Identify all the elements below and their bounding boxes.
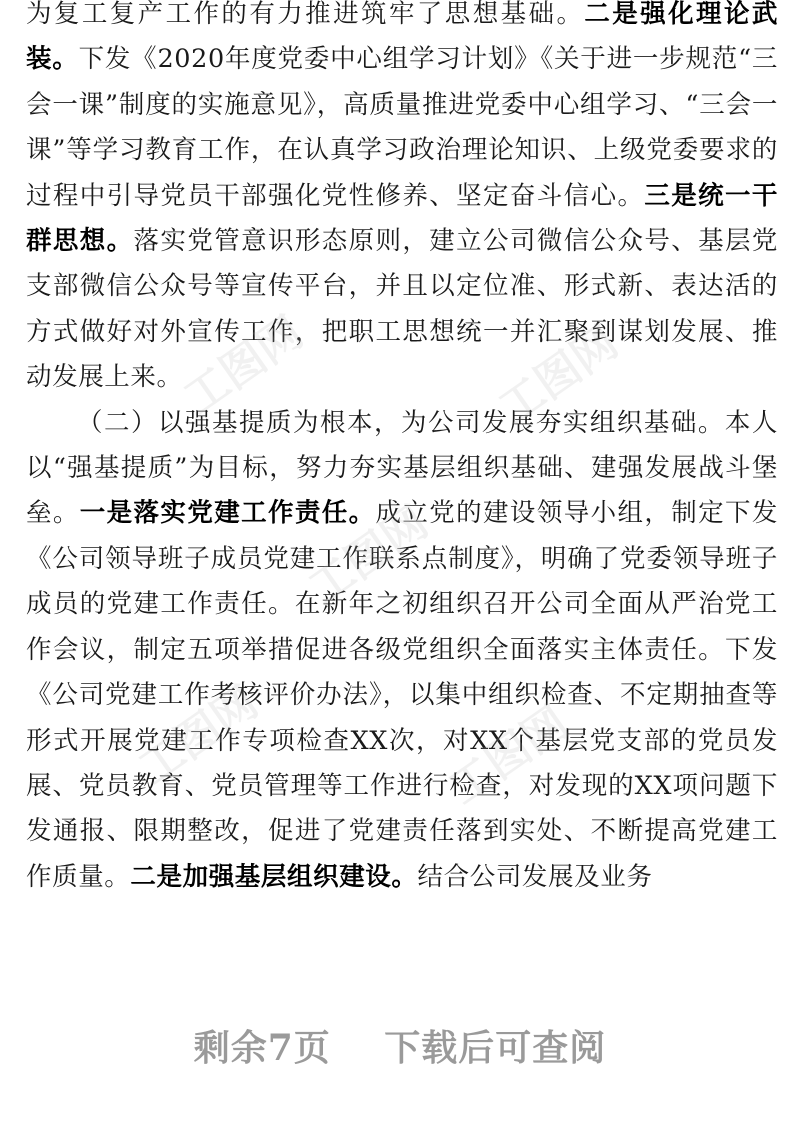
text-segment: 下发《2020年度党委中心组学习计划》《关于进一步规范“三会一课”制度的实施意见》，高质量推进党委中心组学习、“三会一课”等学习教育工作，在认真学习政治理论知识、上级党委要求的过程中引导党员干部强化党性修养、坚定奋斗信心。 (26, 44, 778, 211)
watermark: 工图网 (174, 306, 313, 425)
bold-heading: 一是落实党建工作责任。 (79, 498, 376, 529)
bold-heading: 二是加强基层组织建设。 (130, 861, 418, 892)
download-prompt-banner[interactable] (0, 1020, 800, 1080)
remaining-pages-text: 剩余7页 (193, 1027, 331, 1069)
download-to-view-text: 下载后可查阅 (384, 1027, 607, 1069)
paragraph-ideology (26, 0, 778, 401)
watermark: 工图网 (129, 676, 268, 795)
section-heading: （二）以强基提质为根本，为公司发展夯实组织基础。本人以“强基提质”为目标，努力夯实基层组织基础、建强发展战斗堡垒。 (26, 407, 778, 529)
text-segment: 落实党管意识形态原则，建立公司微信公众号、基层党支部微信公众号等宣传平台，并且以定位准、形式新、表达活的方式做好对外宣传工作，把职工思想统一并汇聚到谋划发展、推动发展上来。 (26, 226, 778, 393)
document-body (26, 0, 778, 900)
watermark: 工图网 (489, 316, 628, 435)
bold-heading: 二是强化理论武装。 (26, 0, 778, 75)
watermark: 工图网 (299, 496, 438, 615)
bold-heading: 三是统一干群思想。 (26, 180, 778, 257)
text-segment: 为复工复产工作的有力推进筑牢了思想基础。 (26, 0, 585, 29)
watermark: 工图网 (439, 696, 578, 815)
paragraph-organization (26, 401, 778, 900)
text-segment: 成立党的建设领导小组，制定下发《公司领导班子成员党建工作联系点制度》，明确了党委领导班子成员的党建工作责任。在新年之初组织召开公司全面从严治党工作会议，制定五项举措促进各级党组织全面落实主体责任。下发《公司党建工作考核评价办法》，以集中组织检查、不定期抽查等形式开展党建工作专项检查XX次，对XX个基层党支部的党员发展、党员教育、党员管理等工作进行检查，对发现的XX项问题下发通报、限期整改，促进了党建责任落到实处、不断提高党建工作质量。 (26, 498, 778, 892)
text-segment: 结合公司发展及业务 (417, 861, 653, 892)
